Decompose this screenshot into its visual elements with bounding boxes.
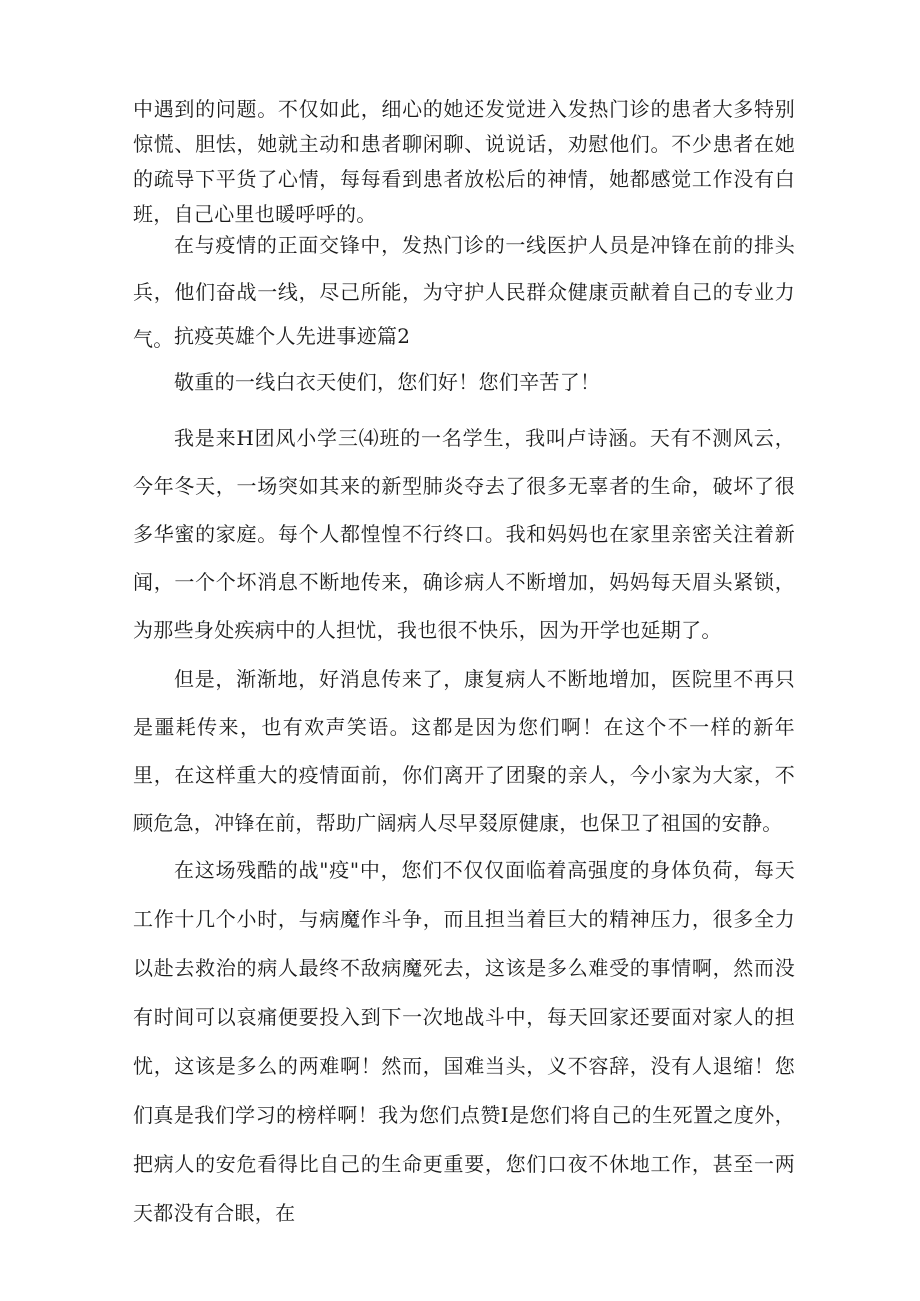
paragraph-frontline: 在与疫情的正面交锋中，发热门诊的一线医护人员是冲锋在前的排头兵，他们奋战一线，尽己所能，为守护人民群众健康贡献着自己的专业力气。 xyxy=(133,233,795,351)
paragraph-greeting: 敬重的一线白衣天使们，您们好！您们辛苦了！ xyxy=(174,370,601,394)
section-heading: 抗疫英雄个人先进事迹篇2 xyxy=(174,324,411,348)
paragraph-continuation: 中遇到的问题。不仅如此，细心的她还发觉进入发热门诊的患者大多特别惊慌、胆怯，她就主动和患者聊闲聊、说说话，劝慰他们。不少患者在她的疏导下平货了心情，每每看到患者放松后的神情，她都感觉工作没有白班，自己心里也暖呼呼的。 xyxy=(133,97,795,226)
paragraph-introduction: 我是来H团风小学三⑷班的一名学生，我叫卢诗涵。天有不测风云，今年冬天，一场突如其来的新型肺炎夺去了很多无辜者的生命，破坏了很多华蜜的家庭。每个人都惶惶不行终口。我和妈妈也在家里亲密关注着新闻，一个个坏消息不断地传来，确诊病人不断增加，妈妈每天眉头紧锁，为那些身处疾病中的人担忧，我也很不快乐，因为开学也延期了。 xyxy=(133,426,795,642)
paragraph-battle: 在这场残酷的战"疫"中，您们不仅仅面临着高强度的身体负荷，每天工作十几个小时，与病魔作斗争，而且担当着巨大的精神压力，很多全力以赴去救治的病人最终不敌病魔死去，这该是多么难受的事情啊，然而没有时间可以哀痛便要投入到下一次地战斗中，每天回家还要面对家人的担忧，这该是多么的两难啊！然而，国难当头，义不容辞，没有人退缩！您们真是我们学习的榜样啊！我为您们点赞I是您们将自己的生死置之度外，把病人的安危看得比自己的生命更重要，您们口夜不休地工作，甚至一两天都没有合眼，在 xyxy=(133,858,795,1225)
paragraph-good-news: 但是，渐渐地，好消息传来了，康复病人不断地增加，医院里不再只是噩耗传来，也有欢声笑语。这都是因为您们啊！在这个不一样的新年里，在这样重大的疫情面前，你们离开了团聚的亲人，今小家为大家，不顾危急，冲锋在前，帮助广阔病人尽早叕原健康，也保卫了祖国的安静。 xyxy=(133,667,795,835)
